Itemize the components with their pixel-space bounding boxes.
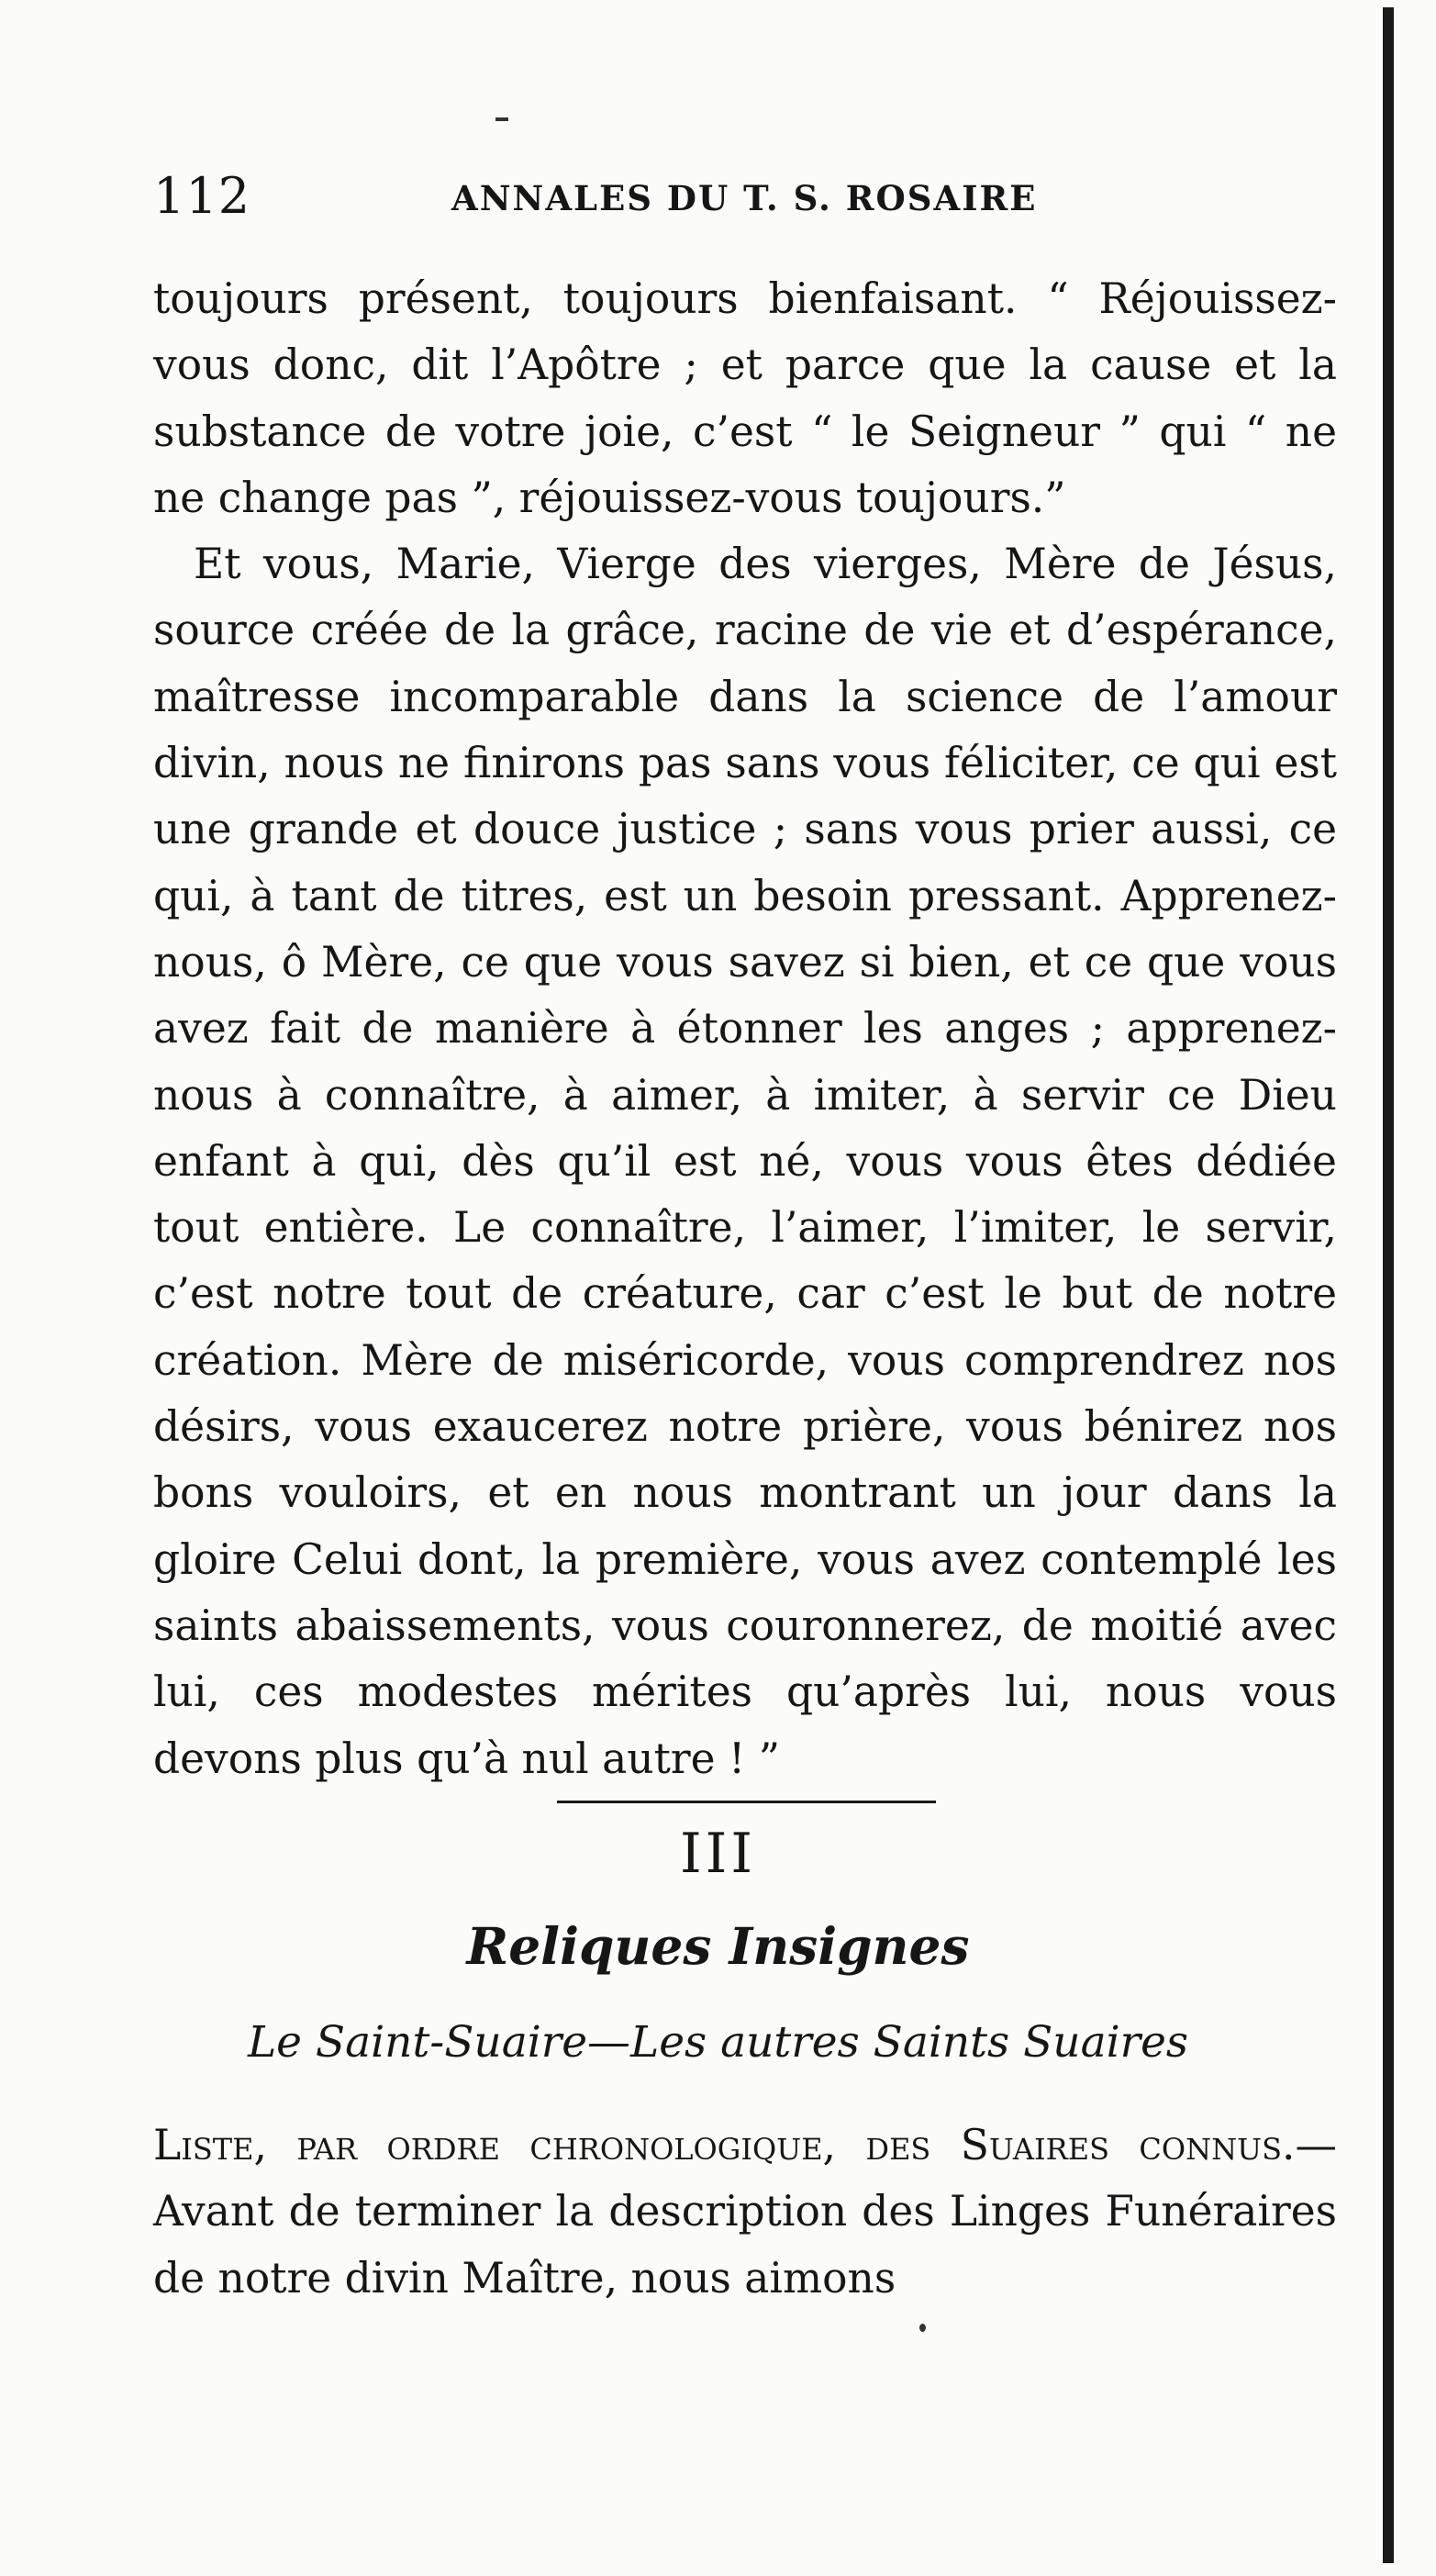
page-edge-shadow (1383, 7, 1394, 2563)
ink-speck (919, 2324, 926, 2332)
ink-speck (495, 117, 508, 121)
lead-text: —Avant de terminer la description des Linges Funéraires de notre divin Maître, nous aimons (153, 2121, 1337, 2303)
section-subtitle: Le Saint-Suaire—Les autres Saints Suaires (247, 2017, 1189, 2068)
lead-small-caps: Liste, par ordre chronologique, des Suaires connus. (153, 2121, 1296, 2169)
running-title: ANNALES DU T. S. ROSAIRE (451, 178, 1038, 218)
section-divider (557, 1801, 936, 1803)
main-text (153, 266, 1337, 1792)
section-title: Reliques Insignes (466, 1916, 970, 1976)
paragraph: Et vous, Marie, Vierge des vierges, Mère de Jésus, source créée de la grâce, racine de vie et d’espérance, maîtresse incomparable dans la science de l’amour divin, nous ne finirons pas sans vous féliciter, ce qui est une grande et douce justice ; sans vous prier aussi, ce qui, à tant de titres, est un besoin pressant. Apprenez-nous, ô Mère, ce que vous savez si bien, et ce que vous avez fait de manière à étonner les anges ; apprenez-nous à connaître, à aimer, à imiter, à servir ce Dieu enfant à qui, dès qu’il est né, vous vous êtes dédiée tout entière. Le connaître, l’aimer, l’imiter, le servir, c’est notre tout de créature, car c’est le but de notre création. Mère de miséricorde, vous comprendrez nos désirs, vous exaucerez notre prière, vous bénirez nos bons vouloirs, et en nous montrant un jour dans la gloire Celui dont, la première, vous avez contemplé les saints abaissements, vous couronnerez, de moitié avec lui, ces modestes mérites qu’après lui, nous vous devons plus qu’à nul autre ! ” (153, 540, 1337, 1783)
page-number: 112 (153, 167, 251, 225)
section-number: III (679, 1822, 757, 1886)
page-header (153, 167, 1337, 231)
section-lead-paragraph (153, 2113, 1337, 2312)
paragraph: toujours présent, toujours bienfaisant. “ Réjouissez-vous donc, dit l’Apôtre ; et parce que la cause et la substance de votre joie, c’est “ le Seigneur ” qui “ ne ne change pas ”, réjouissez-vous toujours.” (153, 274, 1337, 522)
